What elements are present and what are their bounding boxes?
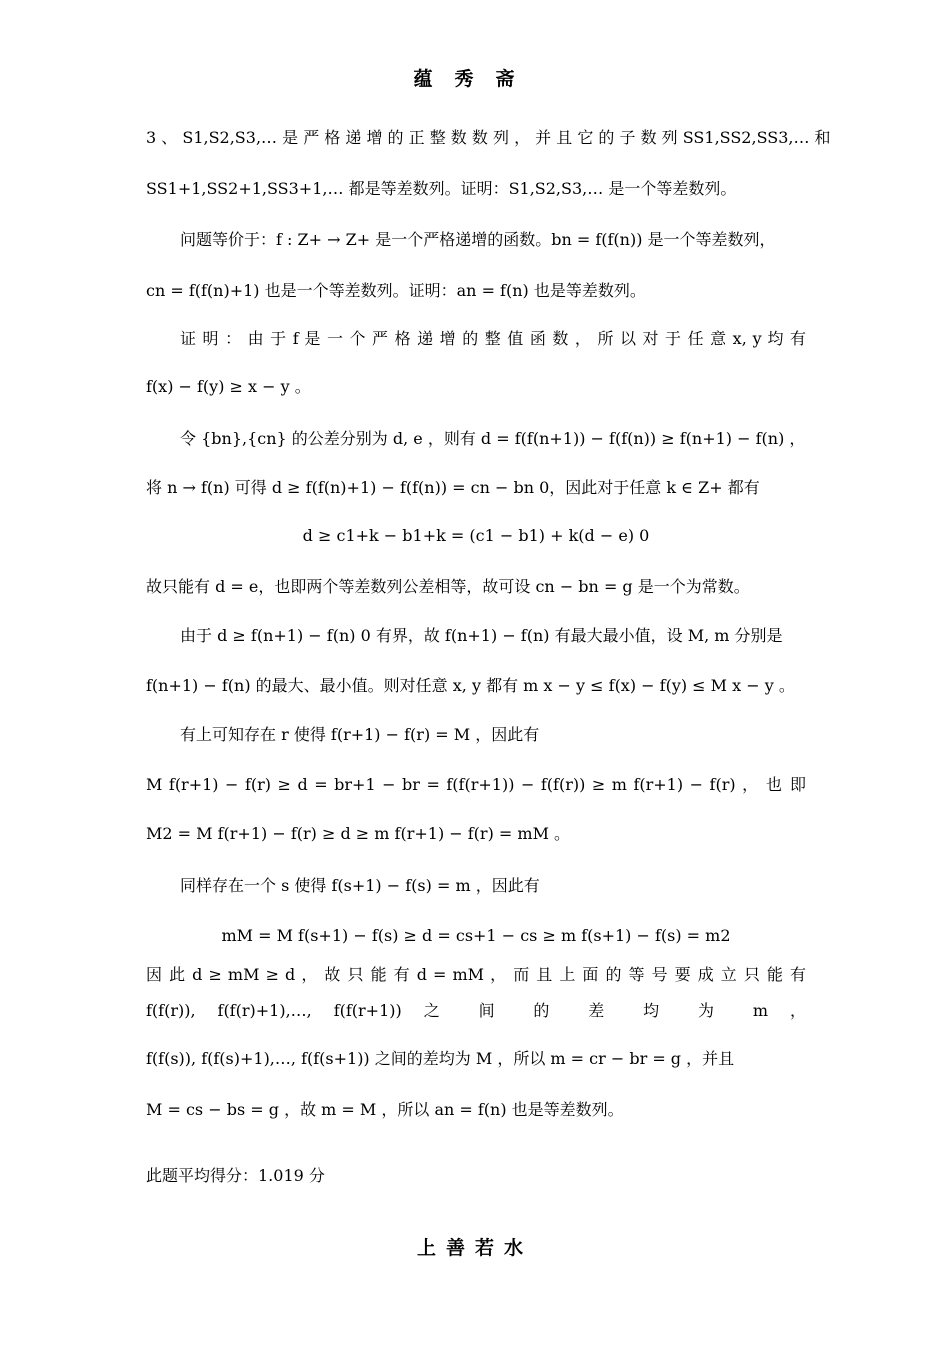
equivalence-line-1: 问题等价于：f : Z+ → Z+ 是一个严格递增的函数。bn = f(f(n)) 是一个等差数列， <box>180 230 776 249</box>
average-score: 此题平均得分：1.019 分 <box>146 1166 325 1185</box>
proof-equation-1: d ≥ c1+k − b1+k = (c1 − b1) + k(d − e) 0 <box>302 526 650 545</box>
problem-line-1: 3 、 S1,S2,S3,… 是 严 格 递 增 的 正 整 数 数 列 ， 并 且 它 的 子 数 列 SS1,SS2,SS3,… 和 <box>146 128 831 147</box>
proof-line-8: 有上可知存在 r 使得 f(r+1) − f(r) = M ，因此有 <box>180 725 540 744</box>
proof-line-12: 因 此 d ≥ mM ≥ d ， 故 只 能 有 d = mM ， 而 且 上 面 的 等 号 要 成 立 只 能 有 <box>146 965 806 984</box>
proof-line-11: 同样存在一个 s 使得 f(s+1) − f(s) = m ，因此有 <box>180 876 540 895</box>
problem-line-2: SS1+1,SS2+1,SS3+1,… 都是等差数列。证明：S1,S2,S3,… 是一个等差数列。 <box>146 179 737 198</box>
equivalence-line-2: cn = f(f(n)+1) 也是一个等差数列。证明：an = f(n) 也是等差数列。 <box>146 281 646 300</box>
proof-line-14: f(f(s)), f(f(s)+1),…, f(f(s+1)) 之间的差均为 M ，所以 m = cr − br = g ，并且 <box>146 1049 735 1068</box>
proof-line-10: M2 = M f(r+1) − f(r) ≥ d ≥ m f(r+1) − f(r) = mM 。 <box>146 824 571 843</box>
proof-equation-2: mM = M f(s+1) − f(s) ≥ d = cs+1 − cs ≥ m f(s+1) − f(s) = m2 <box>221 926 731 945</box>
proof-line-1: 证 明 ： 由 于 f 是 一 个 严 格 递 增 的 整 值 函 数 ， 所 以 对 于 任 意 x, y 均 有 <box>180 329 806 348</box>
proof-line-3: 令 {bn},{cn} 的公差分别为 d, e ，则有 d = f(f(n+1)) − f(f(n)) ≥ f(n+1) − f(n) ， <box>180 429 806 448</box>
proof-line-6: 由于 d ≥ f(n+1) − f(n) 0 有界，故 f(n+1) − f(n) 有最大最小值，设 M, m 分别是 <box>180 626 783 645</box>
proof-line-5: 故只能有 d = e，也即两个等差数列公差相等，故可设 cn − bn = g 是一个为常数。 <box>146 577 750 596</box>
page-footer: 上善若水 <box>416 1237 533 1259</box>
proof-line-7: f(n+1) − f(n) 的最大、最小值。则对任意 x, y 都有 m x − y ≤ f(x) − f(y) ≤ M x − y 。 <box>146 676 795 695</box>
proof-line-15: M = cs − bs = g ，故 m = M ，所以 an = f(n) 也是等差数列。 <box>146 1100 624 1119</box>
proof-line-4: 将 n → f(n) 可得 d ≥ f(f(n)+1) − f(f(n)) = cn − bn 0，因此对于任意 k ∈ Z+ 都有 <box>146 478 760 497</box>
proof-line-9: M f(r+1) − f(r) ≥ d = br+1 − br = f(f(r+1)) − f(f(r)) ≥ m f(r+1) − f(r) ， 也 即 <box>146 775 806 794</box>
page-header: 蕴秀斋 <box>413 68 537 90</box>
proof-line-13: f(f(r)), f(f(r)+1),…, f(f(r+1)) 之 间 的 差 均 为 m ， <box>146 1001 806 1020</box>
proof-line-2: f(x) − f(y) ≥ x − y 。 <box>146 377 311 396</box>
